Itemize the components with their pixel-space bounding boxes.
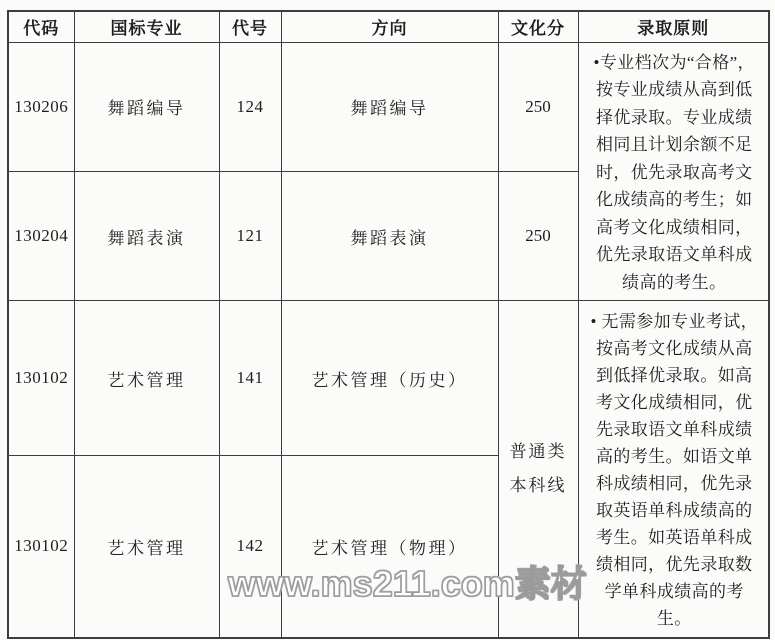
site-watermark: www.ms211.com素材 [228, 563, 587, 604]
cell-admission-rule-2: • 无需参加专业考试，按高考文化成绩从高到低择优录取。如高考文化成绩相同，优先录取语文单科成绩高的考生。如语文单科成绩相同，优先录取英语单科成绩高的考生。如英语单科成绩相同，优先录取数学单科成绩高的考生。 [578, 301, 769, 638]
cell-seat: 121 [219, 172, 281, 301]
cell-seat: 142 [219, 456, 281, 638]
header-admission-principle: 录取原则 [578, 11, 769, 42]
header-culture-score: 文化分 [498, 11, 578, 42]
cell-culture-score: 250 [498, 42, 578, 172]
header-direction: 方向 [281, 11, 498, 42]
cell-direction: 艺术管理（历史） [281, 301, 498, 456]
admission-table [7, 10, 770, 639]
cell-seat: 124 [219, 42, 281, 172]
cell-direction: 舞蹈表演 [281, 172, 498, 301]
header-seat-number: 代号 [219, 11, 281, 42]
cell-major: 艺术管理 [74, 301, 219, 456]
table-row [8, 42, 769, 172]
cell-code: 130102 [8, 301, 74, 456]
cell-major: 舞蹈表演 [74, 172, 219, 301]
table-header-row [8, 11, 769, 42]
table-row [8, 301, 769, 456]
cell-code: 130102 [8, 456, 74, 638]
cell-code: 130206 [8, 42, 74, 172]
cell-major: 艺术管理 [74, 456, 219, 638]
cell-seat: 141 [219, 301, 281, 456]
header-code: 代码 [8, 11, 74, 42]
cell-major: 舞蹈编导 [74, 42, 219, 172]
cell-code: 130204 [8, 172, 74, 301]
cell-culture-score: 250 [498, 172, 578, 301]
header-national-major: 国标专业 [74, 11, 219, 42]
cell-direction: 舞蹈编导 [281, 42, 498, 172]
cell-culture-score-merged: 普通类本科线 [498, 301, 578, 638]
cell-direction: 艺术管理（物理） [281, 456, 498, 638]
cell-admission-rule-1: •专业档次为“合格”，按专业成绩从高到低择优录取。专业成绩相同且计划余额不足时，优先录取高考文化成绩高的考生；如高考文化成绩相同，优先录取语文单科成绩高的考生。 [578, 42, 769, 301]
